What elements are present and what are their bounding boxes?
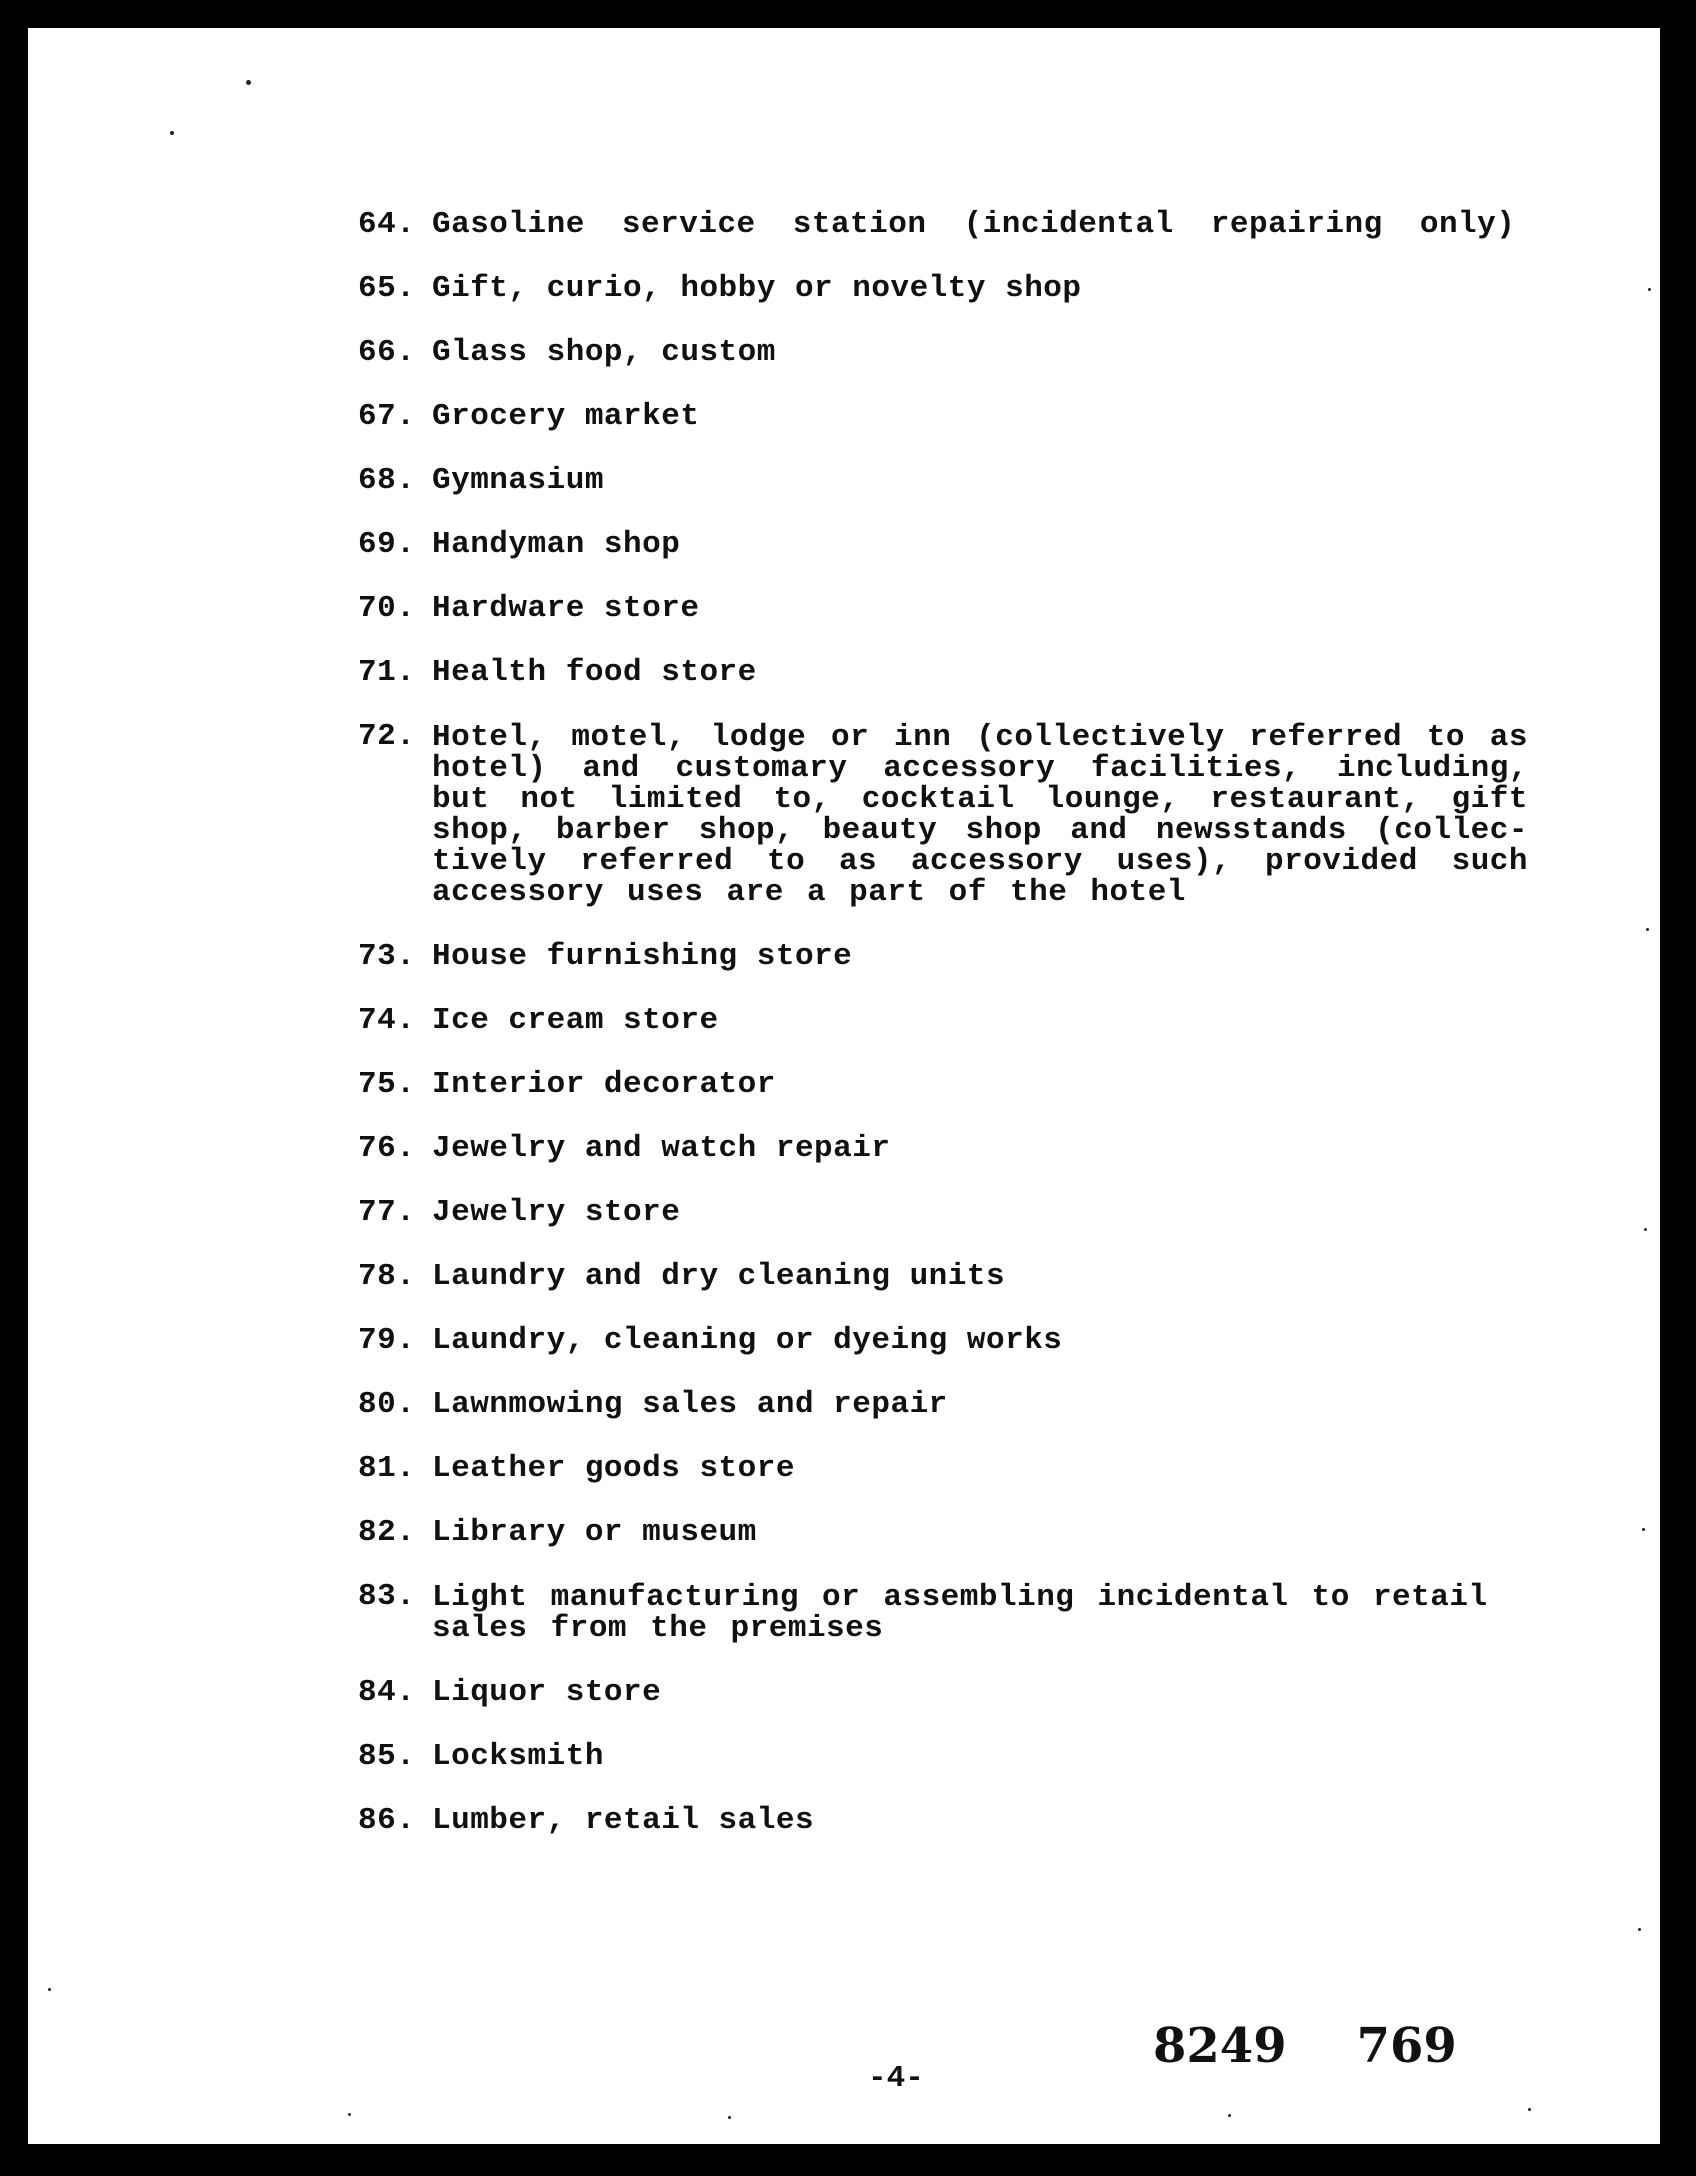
item-number: 66. bbox=[358, 335, 416, 370]
list-item bbox=[358, 719, 1528, 910]
item-number: 69. bbox=[358, 527, 416, 562]
stamp-part-1: 8249 bbox=[1153, 2018, 1287, 2074]
list-item bbox=[358, 1579, 1528, 1646]
use-list bbox=[358, 207, 1528, 1870]
list-item bbox=[358, 1451, 1528, 1486]
stamp-part-2: 769 bbox=[1356, 2018, 1457, 2074]
list-item bbox=[358, 1003, 1528, 1038]
item-number: 86. bbox=[358, 1803, 416, 1838]
item-text: Glass shop, custom bbox=[432, 335, 776, 370]
item-number: 78. bbox=[358, 1259, 416, 1294]
item-text: Handyman shop bbox=[432, 527, 681, 562]
list-item bbox=[358, 207, 1528, 242]
list-item bbox=[358, 1131, 1528, 1166]
page-number: -4- bbox=[868, 2061, 924, 2096]
item-number: 74. bbox=[358, 1003, 416, 1038]
item-number: 70. bbox=[358, 591, 416, 626]
document-page bbox=[28, 28, 1660, 2144]
list-item bbox=[358, 1675, 1528, 1710]
item-number: 65. bbox=[358, 271, 416, 306]
item-number: 73. bbox=[358, 939, 416, 974]
item-text: Light manufacturing or assembling incidental to retail sales from the premises bbox=[432, 1580, 1488, 1646]
item-text: Grocery market bbox=[432, 399, 700, 434]
item-number: 77. bbox=[358, 1195, 416, 1230]
item-text: Liquor store bbox=[432, 1675, 662, 1710]
list-item bbox=[358, 271, 1528, 306]
item-number: 71. bbox=[358, 655, 416, 690]
list-item bbox=[358, 1259, 1528, 1294]
list-item bbox=[358, 1067, 1528, 1102]
item-text: Gymnasium bbox=[432, 463, 604, 498]
item-text: Ice cream store bbox=[432, 1003, 719, 1038]
item-number: 82. bbox=[358, 1515, 416, 1550]
item-number: 84. bbox=[358, 1675, 416, 1710]
item-text: Health food store bbox=[432, 655, 757, 690]
list-item bbox=[358, 939, 1528, 974]
list-item bbox=[358, 1387, 1528, 1422]
list-item bbox=[358, 1195, 1528, 1230]
item-text: Gift, curio, hobby or novelty shop bbox=[432, 271, 1082, 306]
item-number: 85. bbox=[358, 1739, 416, 1774]
item-text: Hardware store bbox=[432, 591, 700, 626]
item-number: 64. bbox=[358, 207, 416, 242]
list-item bbox=[358, 1515, 1528, 1550]
list-item bbox=[358, 1323, 1528, 1358]
item-number: 83. bbox=[358, 1579, 416, 1614]
item-number: 75. bbox=[358, 1067, 416, 1102]
list-item bbox=[358, 591, 1528, 626]
list-item bbox=[358, 655, 1528, 690]
item-number: 79. bbox=[358, 1323, 416, 1358]
item-text: Lumber, retail sales bbox=[432, 1803, 815, 1838]
item-number: 67. bbox=[358, 399, 416, 434]
item-text: Interior decorator bbox=[432, 1067, 776, 1102]
list-item bbox=[358, 335, 1528, 370]
item-number: 72. bbox=[358, 719, 416, 754]
item-number: 81. bbox=[358, 1451, 416, 1486]
list-item bbox=[358, 463, 1528, 498]
list-item bbox=[358, 399, 1528, 434]
item-text: Laundry, cleaning or dyeing works bbox=[432, 1323, 1063, 1358]
list-item bbox=[358, 1739, 1528, 1774]
item-text: Jewelry and watch repair bbox=[432, 1131, 891, 1166]
list-item bbox=[358, 1803, 1528, 1838]
item-text: Laundry and dry cleaning units bbox=[432, 1259, 1006, 1294]
item-text: Hotel, motel, lodge or inn (collectively referred to as hotel) and customary accessory facilities, including, but not limited to, cocktail lounge, restaurant, gift shop, barber shop, beauty shop and newsstands (collec- tively referred to as accessory uses), provided such accessory uses are a part of the hotel bbox=[432, 720, 1528, 910]
item-text: Gasoline service station (incidental repairing only) bbox=[432, 207, 1516, 242]
item-text: Lawnmowing sales and repair bbox=[432, 1387, 948, 1422]
item-number: 68. bbox=[358, 463, 416, 498]
item-text: House furnishing store bbox=[432, 939, 853, 974]
item-number: 80. bbox=[358, 1387, 416, 1422]
item-text: Jewelry store bbox=[432, 1195, 681, 1230]
item-text: Library or museum bbox=[432, 1515, 757, 1550]
document-stamp-number bbox=[1153, 2018, 1457, 2074]
list-item bbox=[358, 527, 1528, 562]
item-number: 76. bbox=[358, 1131, 416, 1166]
item-text: Leather goods store bbox=[432, 1451, 795, 1486]
item-text: Locksmith bbox=[432, 1739, 604, 1774]
